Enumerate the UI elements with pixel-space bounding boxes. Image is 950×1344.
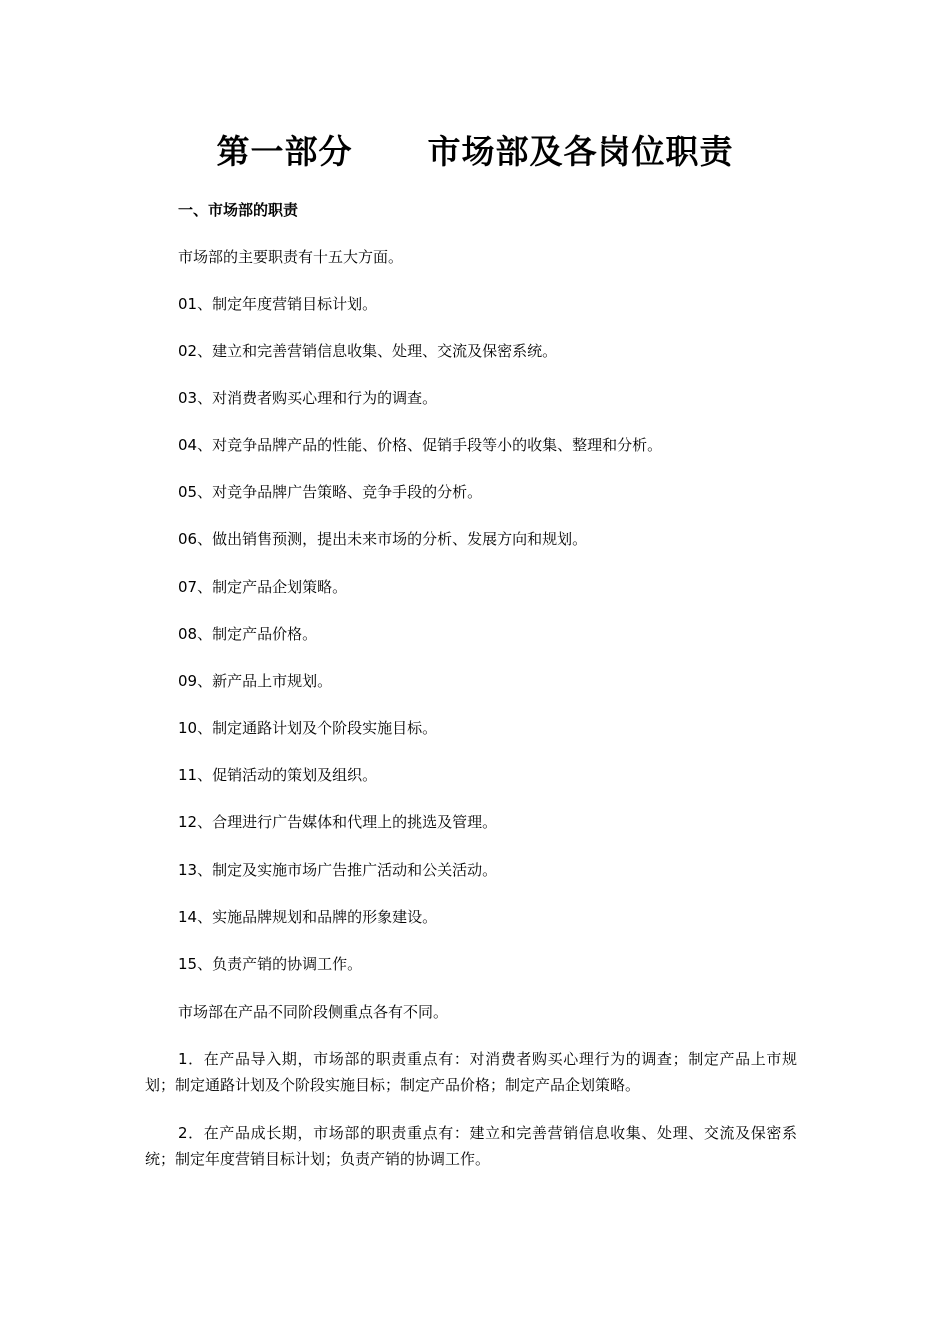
section-heading: 一、市场部的职责	[178, 201, 299, 219]
duty-item: 13、制定及实施市场广告推广活动和公关活动。	[178, 861, 498, 879]
duty-item: 01、制定年度营销目标计划。	[178, 295, 378, 313]
duty-item: 11、促销活动的策划及组织。	[178, 766, 378, 784]
page-title: 第一部分 市场部及各岗位职责	[216, 132, 734, 171]
duty-item: 14、实施品牌规划和品牌的形象建设。	[178, 908, 438, 926]
stages-intro-paragraph: 市场部在产品不同阶段侧重点各有不同。	[178, 1003, 449, 1021]
intro-paragraph: 市场部的主要职责有十五大方面。	[178, 248, 404, 266]
duty-item: 15、负责产销的协调工作。	[178, 955, 363, 973]
stage-paragraph: 1．在产品导入期，市场部的职责重点有：对消费者购买心理行为的调查；制定产品上市规划；制定通路计划及个阶段实施目标；制定产品价格；制定产品企划策略。	[145, 1050, 797, 1094]
duty-item: 07、制定产品企划策略。	[178, 578, 348, 596]
duty-item: 03、对消费者购买心理和行为的调查。	[178, 389, 438, 407]
duty-item: 09、新产品上市规划。	[178, 672, 333, 690]
duty-item: 06、做出销售预测，提出未来市场的分析、发展方向和规划。	[178, 530, 588, 548]
duty-item: 10、制定通路计划及个阶段实施目标。	[178, 719, 438, 737]
stage-paragraph: 2．在产品成长期，市场部的职责重点有：建立和完善营销信息收集、处理、交流及保密系统；制定年度营销目标计划；负责产销的协调工作。	[145, 1124, 797, 1168]
duty-item: 08、制定产品价格。	[178, 625, 318, 643]
duty-item: 05、对竞争品牌广告策略、竞争手段的分析。	[178, 483, 483, 501]
duty-item: 04、对竞争品牌产品的性能、价格、促销手段等小的收集、整理和分析。	[178, 436, 663, 454]
duty-item: 12、合理进行广告媒体和代理上的挑选及管理。	[178, 813, 498, 831]
duty-item: 02、建立和完善营销信息收集、处理、交流及保密系统。	[178, 342, 558, 360]
